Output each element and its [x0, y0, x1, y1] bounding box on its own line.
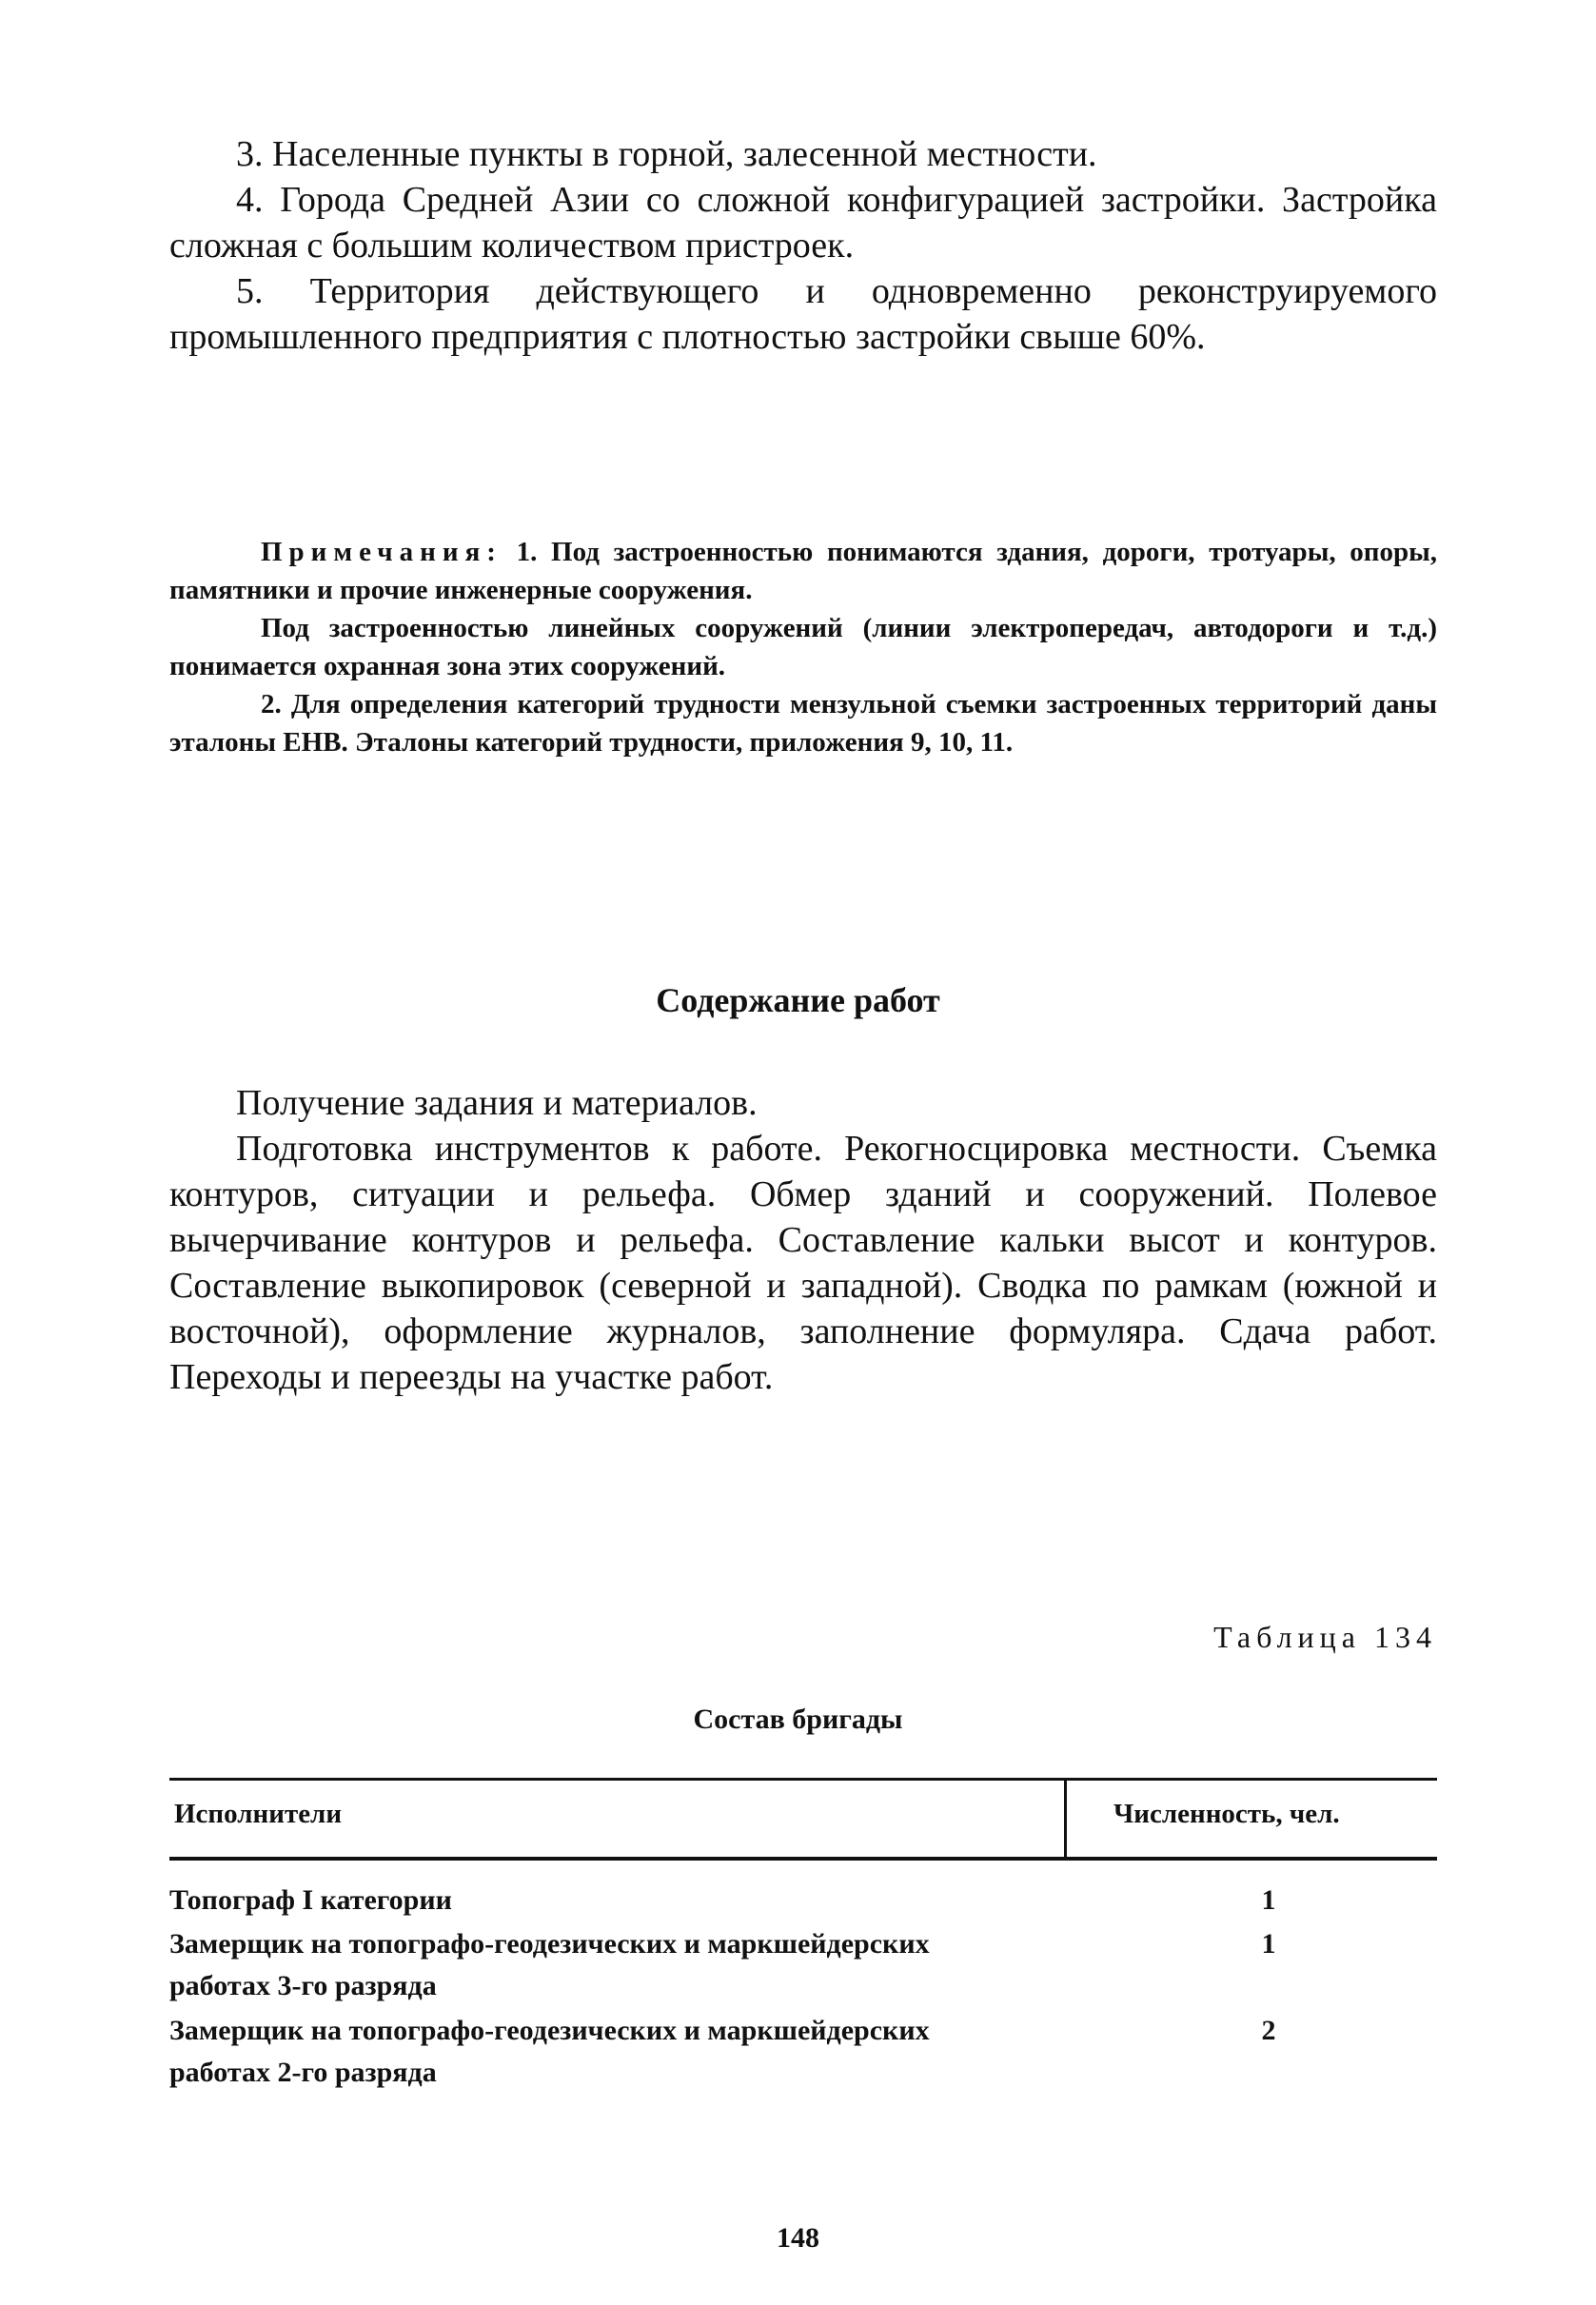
table-cell-count: 1	[1261, 1928, 1276, 1960]
table-cell-name: Замерщик на топографо-геодезических и маркшейдерских работах 2-го разряда	[169, 2015, 930, 2088]
notes-label: Примечания:	[261, 537, 502, 567]
table-header-count: Численность, чел.	[1113, 1799, 1340, 1829]
table-cell-count: 2	[1261, 2015, 1276, 2046]
table-cell-name: Замерщик на топографо-геодезических и маркшейдерских работах 3-го разряда	[169, 1928, 930, 2001]
table-cell-name: Топограф I категории	[169, 1884, 452, 1916]
list-item: 5. Территория действующего и одновременно реконструируемого промышленного предприятия с плотностью застройки свыше 60%.	[169, 271, 1437, 357]
note-1	[169, 533, 1437, 609]
table-header-performers: Исполнители	[174, 1799, 343, 1829]
work-paragraph-2: Подготовка инструментов к работе. Рекогносцировка местности. Съемка контуров, ситуации и рельефа. Обмер зданий и сооружений. Полевое вычерчивание контуров и рельефа. Составление кальки высот и контуров. Составление выкопировок (северной и западной). Сводка по рамкам (южной и восточной), оформление журналов, заполнение формуляра. Сдача работ. Переходы и переезды на участке работ.	[169, 1129, 1437, 1397]
note-1b: Под застроенностью линейных сооружений (линии электропередач, автодороги и т.д.) понимается охранная зона этих сооружений.	[169, 613, 1437, 681]
list-item: 4. Города Средней Азии со сложной конфигурацией застройки. Застройка сложная с большим количеством пристроек.	[169, 180, 1437, 266]
section-heading: Содержание работ	[656, 981, 940, 1019]
work-paragraph-1: Получение задания и материалов.	[236, 1083, 758, 1123]
table-top-rule	[169, 1778, 1437, 1781]
note-2: 2. Для определения категорий трудности мензульной съемки застроенных территорий даны эталоны ЕНВ. Эталоны категорий трудности, приложения 9, 10, 11.	[169, 689, 1437, 758]
work-content	[169, 1080, 1437, 1400]
table-column-divider	[1064, 1778, 1067, 1860]
table-label: Таблица 134	[1213, 1620, 1437, 1654]
page-number: 148	[777, 2222, 819, 2254]
table-cell-count: 1	[1261, 1884, 1276, 1916]
note-1-text: 1. Под застроенностью понимаются здания, дороги, тротуары, опоры, памятники и прочие инженерные сооружения.	[169, 537, 1437, 605]
table-header-rule	[169, 1857, 1437, 1861]
notes	[169, 533, 1437, 761]
list-items	[169, 131, 1437, 360]
table-title: Состав бригады	[693, 1704, 903, 1735]
list-item: 3. Населенные пункты в горной, залесенной местности.	[236, 134, 1097, 174]
